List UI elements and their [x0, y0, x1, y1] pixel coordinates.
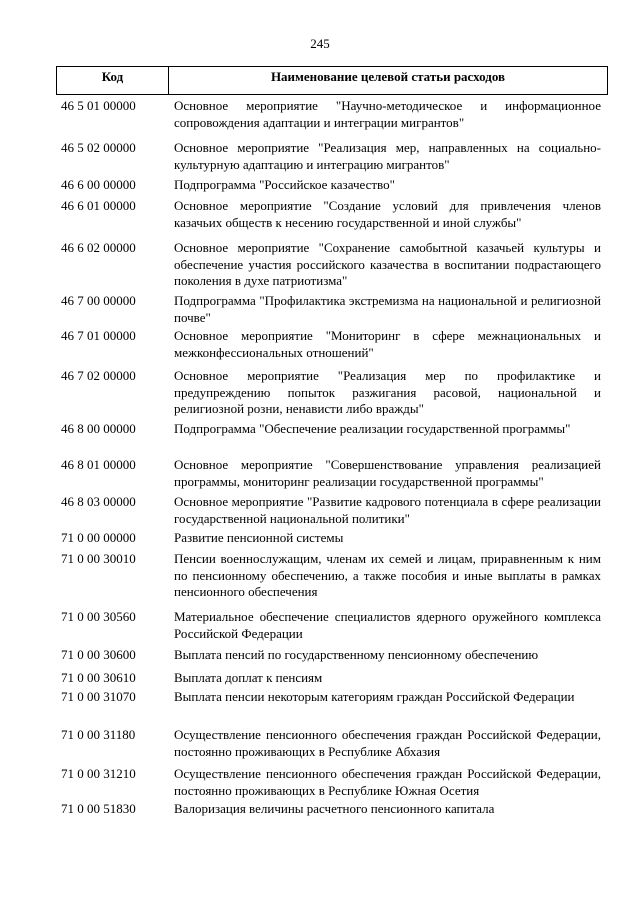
- row-name: Развитие пенсионной системы: [174, 530, 344, 545]
- row-name: Подпрограмма "Профилактика экстремизма на национальной и религиозной почве": [174, 293, 601, 325]
- table-row: [56, 530, 608, 547]
- table-row: [56, 98, 608, 131]
- header-name: Наименование целевой статьи расходов: [270, 69, 506, 84]
- row-name: Основное мероприятие "Совершенствование управления реализацией программы, мониторинг реализации государственной программы": [174, 457, 601, 489]
- row-name: Валоризация величины расчетного пенсионного капитала: [174, 801, 495, 816]
- row-code: 46 6 02 00000: [61, 240, 136, 255]
- table-row: [56, 457, 608, 490]
- row-code: 71 0 00 31070: [61, 689, 136, 704]
- row-code: 46 6 00 00000: [61, 177, 136, 192]
- table-row: [56, 766, 608, 799]
- table-row: [56, 551, 608, 601]
- table-row: [56, 293, 608, 326]
- row-name: Основное мероприятие "Сохранение самобытной казачьей культуры и обеспечение участия российского казачества в воспитании подрастающего поколения в духе патриотизма": [174, 240, 601, 289]
- row-code: 71 0 00 30560: [61, 609, 136, 624]
- row-code: 46 8 00 00000: [61, 421, 136, 436]
- row-code: 71 0 00 30010: [61, 551, 136, 566]
- table-row: [56, 689, 608, 706]
- table-row: [56, 177, 608, 194]
- row-name: Осуществление пенсионного обеспечения граждан Российской Федерации, постоянно проживающих в Республике Абхазия: [174, 727, 601, 759]
- row-code: 71 0 00 51830: [61, 801, 136, 816]
- row-name: Осуществление пенсионного обеспечения граждан Российской Федерации, постоянно проживающих в Республике Южная Осетия: [174, 766, 601, 798]
- table-header: [56, 66, 608, 95]
- table-row: [56, 801, 608, 818]
- row-name: Подпрограмма "Обеспечение реализации государственной программы": [174, 421, 571, 436]
- row-code: 46 5 02 00000: [61, 140, 136, 155]
- row-code: 46 6 01 00000: [61, 198, 136, 213]
- row-code: 46 7 01 00000: [61, 328, 136, 343]
- row-name: Основное мероприятие "Научно-методическое и информационное сопровождения адаптации и интеграции мигрантов": [174, 98, 601, 130]
- row-code: 71 0 00 31210: [61, 766, 136, 781]
- table-row: [56, 240, 608, 290]
- row-name: Выплата пенсии некоторым категориям граждан Российской Федерации: [174, 689, 575, 704]
- table-row: [56, 421, 608, 438]
- table-row: [56, 670, 608, 687]
- row-name: Выплата пенсий по государственному пенсионному обеспечению: [174, 647, 539, 662]
- table-row: [56, 198, 608, 231]
- table-row: [56, 647, 608, 664]
- table-row: [56, 328, 608, 361]
- row-code: 71 0 00 30610: [61, 670, 136, 685]
- row-name: Основное мероприятие "Мониторинг в сфере межнациональных и межконфессиональных отношений": [174, 328, 601, 360]
- header-code: Код: [57, 67, 169, 94]
- table-row: [56, 494, 608, 527]
- row-name: Основное мероприятие "Создание условий для привлечения членов казачьих обществ к несению государственной и иной службы": [174, 198, 601, 230]
- table-row: [56, 609, 608, 642]
- row-code: 46 8 01 00000: [61, 457, 136, 472]
- row-name: Подпрограмма "Российское казачество": [174, 177, 395, 192]
- row-name: Основное мероприятие "Развитие кадрового потенциала в сфере реализации государственной национальной политики": [174, 494, 601, 526]
- table-row: [56, 727, 608, 760]
- row-code: 46 5 01 00000: [61, 98, 136, 113]
- row-name: Основное мероприятие "Реализация мер, направленных на социально-культурную адаптацию и интеграцию мигрантов": [174, 140, 601, 172]
- row-code: 46 8 03 00000: [61, 494, 136, 509]
- row-code: 71 0 00 30600: [61, 647, 136, 662]
- page-number: 245: [310, 36, 330, 51]
- row-code: 46 7 00 00000: [61, 293, 136, 308]
- row-name: Основное мероприятие "Реализация мер по профилактике и предупреждению попыток разжигания расовой, национальной и религиозной розни, ненависти либо вражды": [174, 368, 601, 417]
- row-name: Материальное обеспечение специалистов ядерного оружейного комплекса Российской Федерации: [174, 609, 601, 641]
- table-row: [56, 368, 608, 418]
- row-code: 46 7 02 00000: [61, 368, 136, 383]
- table-row: [56, 140, 608, 173]
- row-name: Выплата доплат к пенсиям: [174, 670, 323, 685]
- row-code: 71 0 00 00000: [61, 530, 136, 545]
- row-code: 71 0 00 31180: [61, 727, 136, 742]
- row-name: Пенсии военнослужащим, членам их семей и лицам, приравненным к ним по пенсионному обеспечению, а также пособия и иные выплаты в рамках пенсионного обеспечения: [174, 551, 601, 600]
